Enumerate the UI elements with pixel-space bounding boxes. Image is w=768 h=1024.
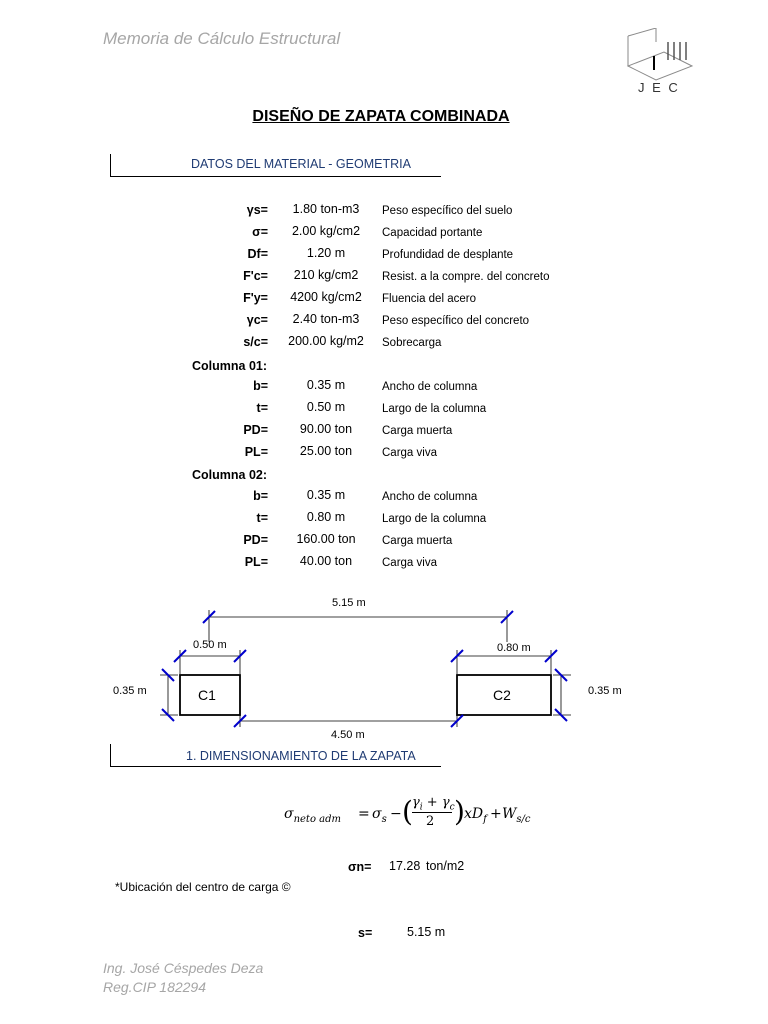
section-1-title: DATOS DEL MATERIAL - GEOMETRIA — [191, 157, 411, 171]
footer-engineer-name: Ing. José Céspedes Deza — [103, 960, 264, 976]
param-value: 210 kg/cm2 — [293, 268, 359, 282]
param-value: 2.40 ton-m3 — [292, 312, 360, 326]
param-description: Peso específico del concreto — [382, 315, 530, 327]
param-description: Sobrecarga — [382, 337, 442, 349]
sigma-n-unit: ton/m2 — [426, 859, 465, 873]
param-symbol: F'y= — [243, 291, 268, 305]
param-symbol: t= — [256, 511, 268, 525]
param-symbol: F'c= — [243, 269, 268, 283]
footing-diagram — [0, 590, 768, 750]
param-value: 160.00 ton — [296, 532, 356, 546]
sigma-n-label: σn= — [348, 860, 372, 874]
param-description: Carga muerta — [382, 535, 453, 547]
param-symbol: s/c= — [243, 335, 268, 349]
param-description: Ancho de columna — [382, 491, 478, 503]
param-value: 40.00 ton — [299, 554, 353, 568]
section-2-title: 1. DIMENSIONAMIENTO DE LA ZAPATA — [186, 749, 416, 763]
param-description: Largo de la columna — [382, 513, 487, 525]
param-symbol: PL= — [244, 555, 268, 569]
total-length-label: 5.15 m — [332, 597, 366, 609]
param-symbol: PD= — [243, 533, 268, 547]
column-c2-label: C2 — [493, 687, 511, 703]
s-label: s= — [358, 926, 373, 940]
jec-logo — [624, 28, 696, 98]
sigma-n-value: 17.28 — [389, 859, 421, 873]
param-description: Resist. a la compre. del concreto — [382, 271, 550, 283]
param-value: 1.20 m — [306, 246, 346, 260]
param-symbol: t= — [256, 401, 268, 415]
column-02-heading: Columna 02: — [192, 468, 268, 482]
left-height-label: 0.35 m — [113, 685, 147, 697]
column-01-heading: Columna 01: — [192, 359, 268, 373]
right-height-label: 0.35 m — [588, 685, 622, 697]
param-description: Fluencia del acero — [382, 293, 476, 305]
param-symbol: γs= — [246, 203, 268, 217]
param-description: Carga viva — [382, 557, 437, 569]
param-symbol: PD= — [243, 423, 268, 437]
param-value: 0.50 m — [306, 400, 346, 414]
param-description: Capacidad portante — [382, 227, 483, 239]
column-c1-label: C1 — [198, 687, 216, 703]
param-symbol: PL= — [244, 445, 268, 459]
param-symbol: b= — [253, 489, 268, 503]
param-description: Ancho de columna — [382, 381, 478, 393]
param-value: 1.80 ton-m3 — [292, 202, 360, 216]
inner-distance-label: 4.50 m — [331, 729, 365, 741]
param-value: 200.00 kg/m2 — [288, 334, 364, 348]
param-symbol: γc= — [246, 313, 268, 327]
param-value: 2.00 kg/cm2 — [291, 224, 361, 238]
page-title: DISEÑO DE ZAPATA COMBINADA — [252, 108, 510, 125]
jec-logo-text: J E C — [638, 80, 680, 95]
param-symbol: b= — [253, 379, 268, 393]
param-value: 90.00 ton — [299, 422, 353, 436]
param-value: 4200 kg/cm2 — [290, 290, 362, 304]
load-center-note: *Ubicación del centro de carga © — [115, 880, 291, 894]
s-value: 5.15 m — [407, 925, 446, 939]
param-description: Largo de la columna — [382, 403, 487, 415]
param-description: Peso específico del suelo — [382, 205, 513, 217]
param-value: 0.35 m — [306, 488, 346, 502]
param-description: Carga viva — [382, 447, 437, 459]
param-value: 0.80 m — [306, 510, 346, 524]
footer-registration: Reg.CIP 182294 — [103, 979, 206, 995]
param-symbol: Df= — [247, 247, 268, 261]
param-symbol: σ= — [252, 225, 268, 239]
c1-width-label: 0.50 m — [193, 639, 227, 651]
c2-width-label: 0.80 m — [497, 642, 531, 654]
param-description: Carga muerta — [382, 425, 453, 437]
param-description: Profundidad de desplante — [382, 249, 514, 261]
param-value: 0.35 m — [306, 378, 346, 392]
document-header-title: Memoria de Cálculo Estructural — [103, 29, 341, 48]
param-value: 25.00 ton — [299, 444, 353, 458]
